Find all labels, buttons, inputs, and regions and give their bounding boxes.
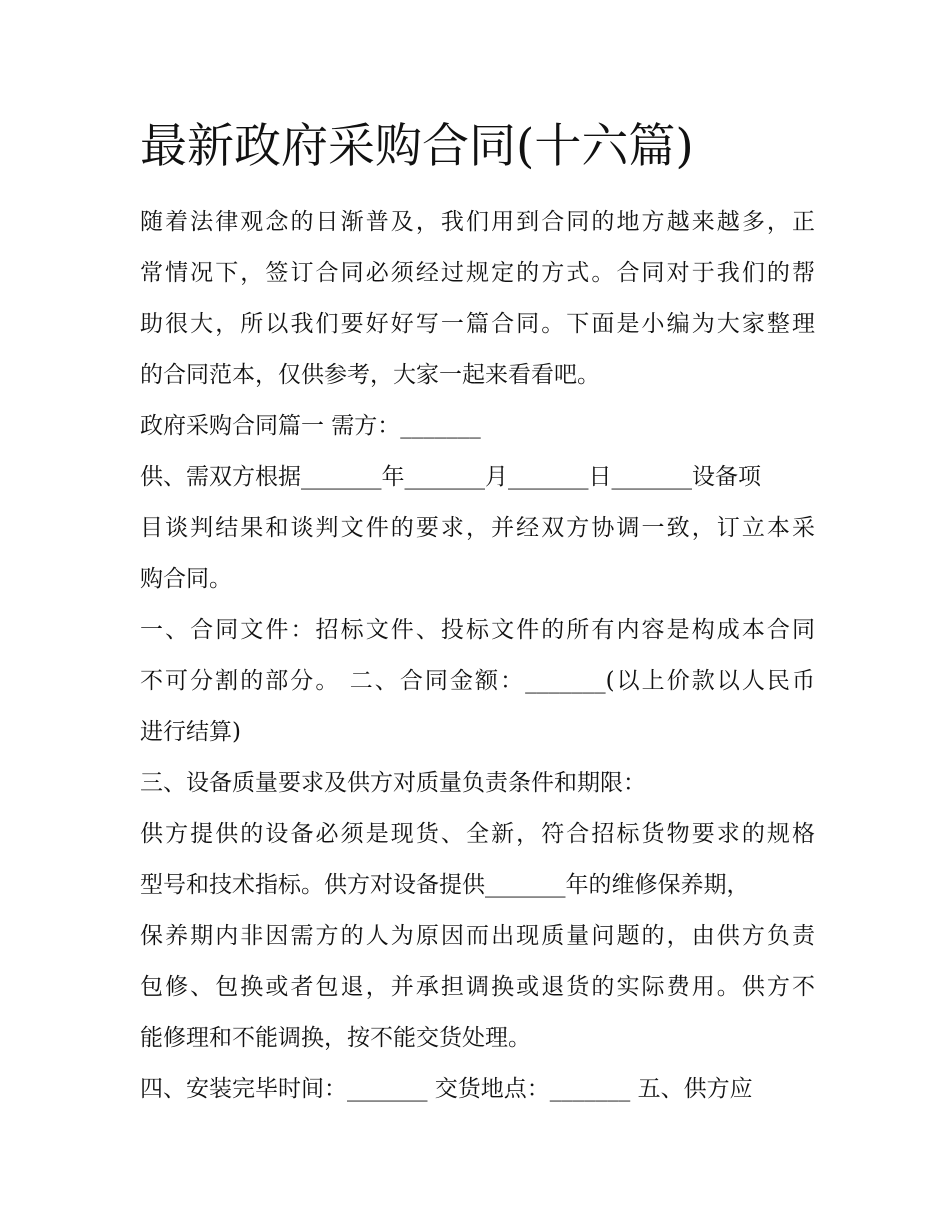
body-line: 的合同范本，仅供参考，大家一起来看看吧。 — [140, 362, 600, 388]
body-line: 不可分割的部分。 二、合同金额：_______(以上价款以人民币 — [140, 668, 815, 694]
body-line: 四、安装完毕时间：_______ 交货地点：_______ 五、供方应 — [140, 1076, 753, 1102]
body-line: 供方提供的设备必须是现货、全新，符合招标货物要求的规格 — [140, 821, 815, 847]
body-line: 保养期内非因需方的人为原因而出现质量问题的，由供方负责 — [140, 923, 815, 949]
body-line: 购合同。 — [140, 566, 232, 592]
body-line: 能修理和不能调换，按不能交货处理。 — [140, 1025, 531, 1051]
page-title: 最新政府采购合同(十六篇) — [140, 119, 694, 174]
body-line: 一、合同文件：招标文件、投标文件的所有内容是构成本合同 — [140, 617, 815, 643]
body-line: 供、需双方根据_______年_______月_______日_______设备项 — [140, 464, 761, 490]
body-line: 助很大，所以我们要好好写一篇合同。下面是小编为大家整理 — [140, 311, 815, 337]
body-line: 三、设备质量要求及供方对质量负责条件和期限： — [140, 770, 646, 796]
body-line: 进行结算) — [140, 719, 241, 745]
body-line: 包修、包换或者包退，并承担调换或退货的实际费用。供方不 — [140, 974, 815, 1000]
body-line: 型号和技术指标。供方对设备提供_______年的维修保养期， — [140, 872, 750, 898]
body-line: 随着法律观念的日渐普及，我们用到合同的地方越来越多，正 — [140, 209, 815, 235]
body-line: 目谈判结果和谈判文件的要求，并经双方协调一致，订立本采 — [140, 515, 815, 541]
body-line: 常情况下，签订合同必须经过规定的方式。合同对于我们的帮 — [140, 260, 815, 286]
body-line: 政府采购合同篇一 需方：_______ — [140, 413, 481, 439]
